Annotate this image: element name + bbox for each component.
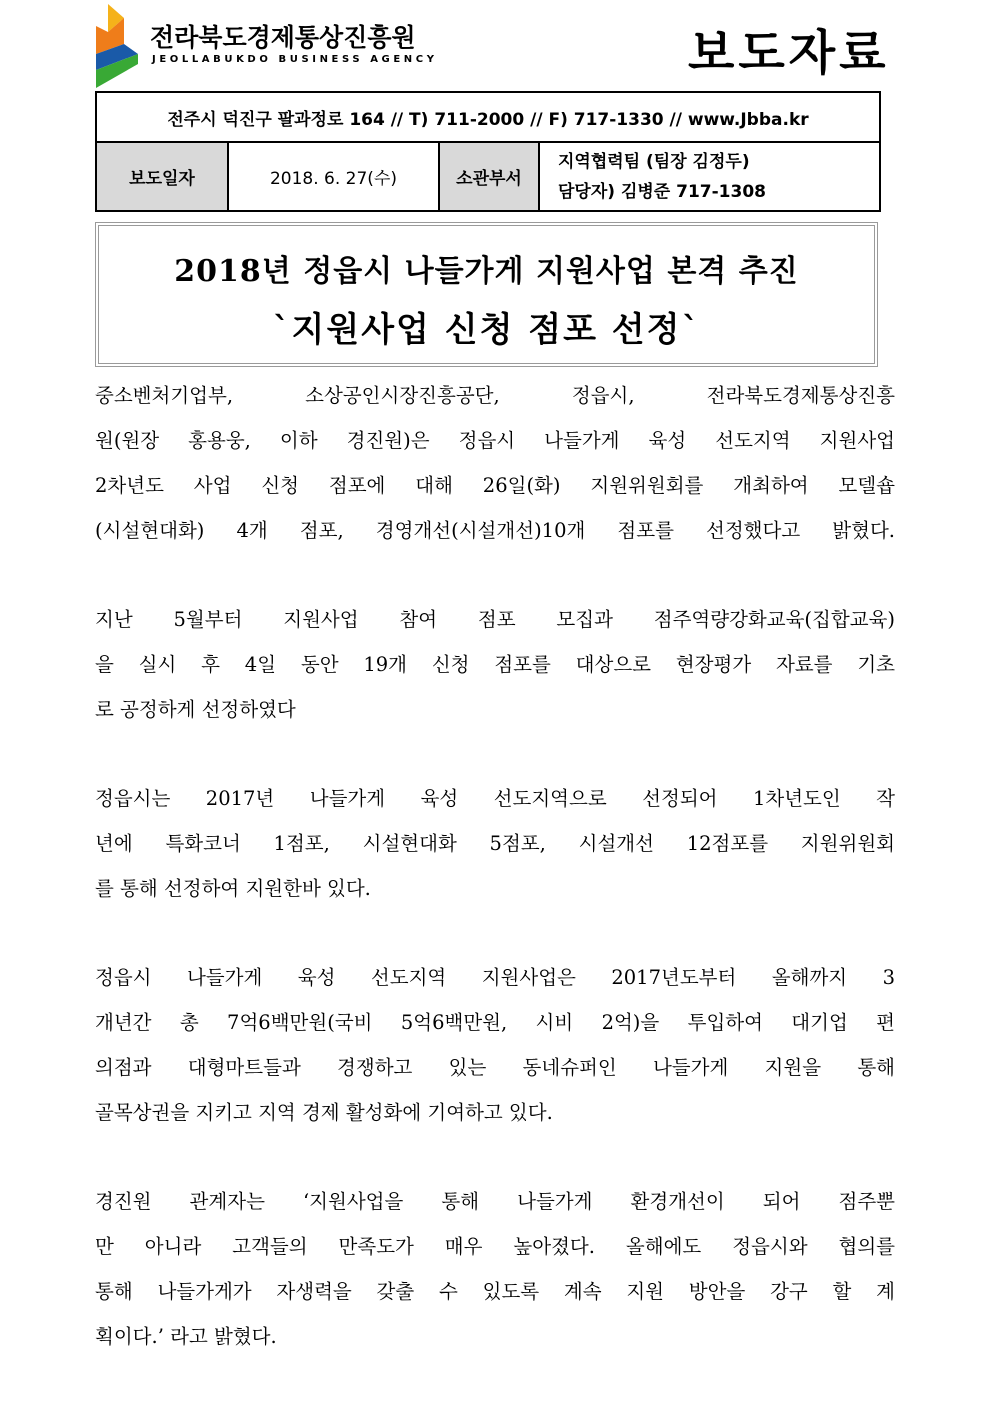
text-line: 만 아니라 고객들의 만족도가 매우 높아졌다. 올해에도 정읍시와 협의를 [95, 1235, 895, 1258]
text-line: 통해 나들가게가 자생력을 갖출 수 있도록 계속 지원 방안을 강구 할 계 [95, 1280, 895, 1303]
paragraph-3 [95, 776, 895, 911]
text-line: 개년간 총 7억6백만원(국비 5억6백만원, 시비 2억)을 투입하여 대기업 편 [95, 1011, 895, 1034]
paragraph-4 [95, 955, 895, 1135]
text-line: 을 실시 후 4일 동안 19개 신청 점포를 대상으로 현장평가 자료를 기초 [95, 653, 895, 676]
subheadline: `지원사업 신청 점포 선정` [272, 310, 701, 350]
department-contact: 담당자) 김병준 717-1308 [558, 181, 766, 202]
contact-line: 전주시 덕진구 팔과정로 164 // T) 711-2000 // F) 717-1330 // www.Jbba.kr [97, 93, 879, 143]
text-line: 골목상권을 지키고 지역 경제 활성화에 기여하고 있다. [95, 1101, 553, 1124]
headline: 2018년 정읍시 나들가게 지원사업 본격 추진 [174, 254, 799, 289]
text-line: 년에 특화코너 1점포, 시설현대화 5점포, 시설개선 12점포를 지원위원회 [95, 832, 895, 855]
release-date-value: 2018. 6. 27(수) [229, 143, 440, 210]
text-line: 2차년도 사업 신청 점포에 대해 26일(화) 지원위원회를 개최하여 모델숍 [95, 474, 895, 497]
text-line: 를 통해 선정하여 지원한바 있다. [95, 877, 371, 900]
press-info-table [95, 91, 881, 212]
headline-box [95, 222, 878, 367]
text-line: 중소벤처기업부, 소상공인시장진흥공단, 정읍시, 전라북도경제통상진흥 [95, 384, 895, 407]
paragraph-5 [95, 1179, 895, 1359]
article-body [95, 373, 895, 1403]
text-line: (시설현대화) 4개 점포, 경영개선(시설개선)10개 점포를 선정했다고 밝혔다. [95, 519, 895, 542]
org-english-name: JEOLLABUKDO BUSINESS AGENCY [152, 54, 438, 65]
text-line: 정읍시는 2017년 나들가게 육성 선도지역으로 선정되어 1차년도인 작 [95, 787, 895, 810]
department-label: 소관부서 [440, 143, 540, 210]
text-line: 획이다.’ 라고 밝혔다. [95, 1325, 277, 1348]
page-header [0, 0, 992, 90]
jbba-logo-icon [94, 4, 142, 88]
text-line: 의점과 대형마트들과 경쟁하고 있는 동네슈퍼인 나들가게 지원을 통해 [95, 1056, 895, 1079]
text-line: 지난 5월부터 지원사업 참여 점포 모집과 점주역량강화교육(집합교육) [95, 608, 895, 631]
department-team: 지역협력팀 (팀장 김정두) [558, 151, 750, 172]
text-line: 원(원장 홍용웅, 이하 경진원)은 정읍시 나들가게 육성 선도지역 지원사업 [95, 429, 895, 452]
department-value [540, 143, 879, 210]
paragraph-1 [95, 373, 895, 553]
org-name: 전라북도경제통상진흥원 [150, 23, 416, 52]
text-line: 정읍시 나들가게 육성 선도지역 지원사업은 2017년도부터 올해까지 3 [95, 966, 895, 989]
release-date-label: 보도일자 [97, 143, 229, 210]
document-type-title: 보도자료 [688, 25, 890, 81]
paragraph-2 [95, 597, 895, 732]
text-line: 로 공정하게 선정하였다 [95, 698, 296, 721]
text-line: 경진원 관계자는 ‘지원사업을 통해 나들가게 환경개선이 되어 점주뿐 [95, 1190, 895, 1213]
info-row [97, 143, 879, 210]
